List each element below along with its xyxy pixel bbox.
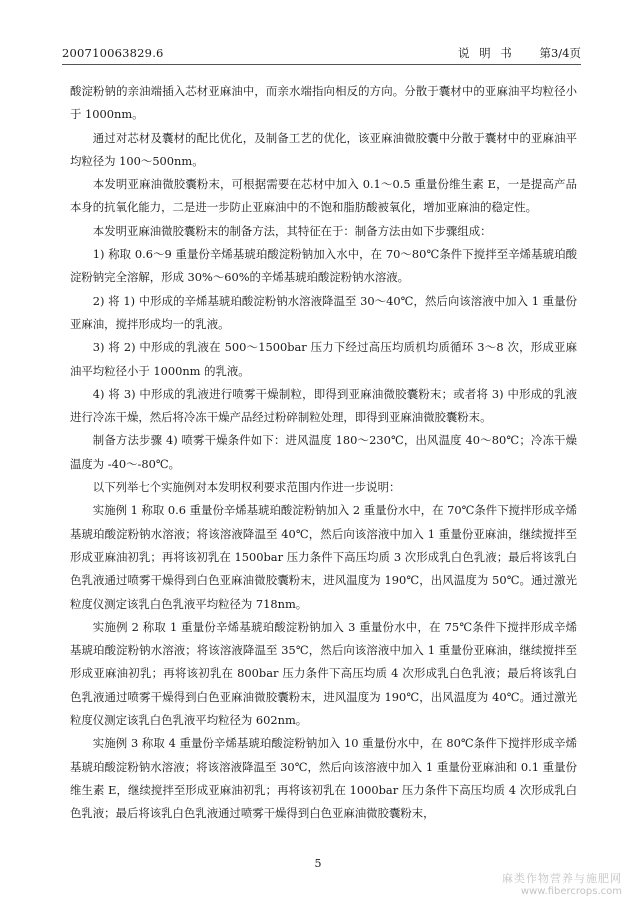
paragraph: 实施例 2 称取 1 重量份辛烯基琥珀酸淀粉钠加入 3 重量份水中，在 75℃条件下搅拌形成辛烯基琥珀酸淀粉钠水溶液；将该溶液降温至 35℃，然后向该溶液中加入 1 重量份亚麻油，继续搅拌至形成亚麻油初乳；再将该初乳在 800bar 压力条件下高压均质 4 次形成乳白色乳液；最后将该乳白色乳液通过喷雾干燥得到白色亚麻油微胶囊粉末，进风温度为 190℃，出风温度为 40℃。通过激光粒度仪测定该乳白色乳液平均粒径为 602nm。 <box>70 619 577 728</box>
page-header <box>62 44 581 62</box>
paragraph: 本发明亚麻油微胶囊粉末的制备方法，其特征在于：制备方法由如下步骤组成： <box>92 223 492 238</box>
page-number: 5 <box>314 857 322 870</box>
paragraph: 酸淀粉钠的亲油端插入芯材亚麻油中，而亲水端指向相反的方向。分散于囊材中的亚麻油平均粒径小于 1000nm。 <box>70 84 577 122</box>
paragraph: 1) 称取 0.6～9 重量份辛烯基琥珀酸淀粉钠加入水中，在 70～80℃条件下搅拌至辛烯基琥珀酸淀粉钠完全溶解，形成 30%～60%的辛烯基琥珀酸淀粉钠水溶液。 <box>70 247 577 285</box>
page-info: 第3/4页 <box>539 46 581 60</box>
paragraph: 2) 将 1) 中形成的辛烯基琥珀酸淀粉钠水溶液降温至 30～40℃，然后向该溶液中加入 1 重量份亚麻油，搅拌形成均一的乳液。 <box>70 293 577 331</box>
paragraph: 本发明亚麻油微胶囊粉末，可根据需要在芯材中加入 0.1～0.5 重量份维生素 E，一是提高产品本身的抗氧化能力，二是进一步防止亚麻油中的不饱和脂肪酸被氧化，增加亚麻油的稳定性。 <box>70 177 577 215</box>
header-divider <box>62 64 581 65</box>
watermark <box>502 872 622 898</box>
paragraph: 以下列举七个实施例对本发明权利要求范围内作进一步说明： <box>92 480 401 495</box>
paragraph: 制备方法步骤 4) 喷雾干燥条件如下：进风温度 180～230℃，出风温度 40～80℃；冷冻干燥温度为 -40～-80℃。 <box>70 433 577 471</box>
paragraph: 4) 将 3) 中形成的乳液进行喷雾干燥制粒，即得到亚麻油微胶囊粉末；或者将 3) 中形成的乳液进行冷冻干燥，然后将冷冻干燥产品经过粉碎制粒处理，即得到亚麻油微胶囊粉末。 <box>70 386 577 425</box>
paragraph: 实施例 1 称取 0.6 重量份辛烯基琥珀酸淀粉钠加入 2 重量份水中，在 70℃条件下搅拌形成辛烯基琥珀酸淀粉钠水溶液；将该溶液降温至 40℃，然后向该溶液中加入 1 重量份亚麻油，继续搅拌至形成亚麻油初乳；再将该初乳在 1500bar 压力条件下高压均质 3 次形成乳白色乳液；最后将该乳白色乳液通过喷雾干燥得到白色亚麻油微胶囊粉末，进风温度为 190℃，出风温度为 50℃。通过激光粒度仪测定该乳白色乳液平均粒径为 718nm。 <box>70 503 577 611</box>
document-type-label: 说 明 书 <box>458 46 515 60</box>
paragraph: 实施例 3 称取 4 重量份辛烯基琥珀酸淀粉钠加入 10 重量份水中，在 80℃条件下搅拌形成辛烯基琥珀酸淀粉钠水溶液；将该溶液降温至 30℃，然后向该溶液中加入 1 重量份亚麻油和 0.1 重量份维生素 E，继续搅拌至形成亚麻油初乳；再将该初乳在 1000bar 压力条件下高压均质 4 次形成乳白色乳液；最后将该乳白色乳液通过喷雾干燥得到白色亚麻油微胶囊粉末， <box>70 736 577 821</box>
watermark-text: 麻类作物营养与施肥网 <box>502 872 622 885</box>
paragraph: 3) 将 2) 中形成的乳液在 500～1500bar 压力下经过高压均质机均质循环 3～8 次，形成亚麻油平均粒径小于 1000nm 的乳液。 <box>70 340 577 378</box>
document-body <box>70 80 577 826</box>
watermark-url: www.fibercrops.com <box>520 886 622 897</box>
application-number: 200710063829.6 <box>62 46 164 60</box>
paragraph: 通过对芯材及囊材的配比优化，及制备工艺的优化，该亚麻油微胶囊中分散于囊材中的亚麻油平均粒径为 100～500nm。 <box>70 130 577 168</box>
